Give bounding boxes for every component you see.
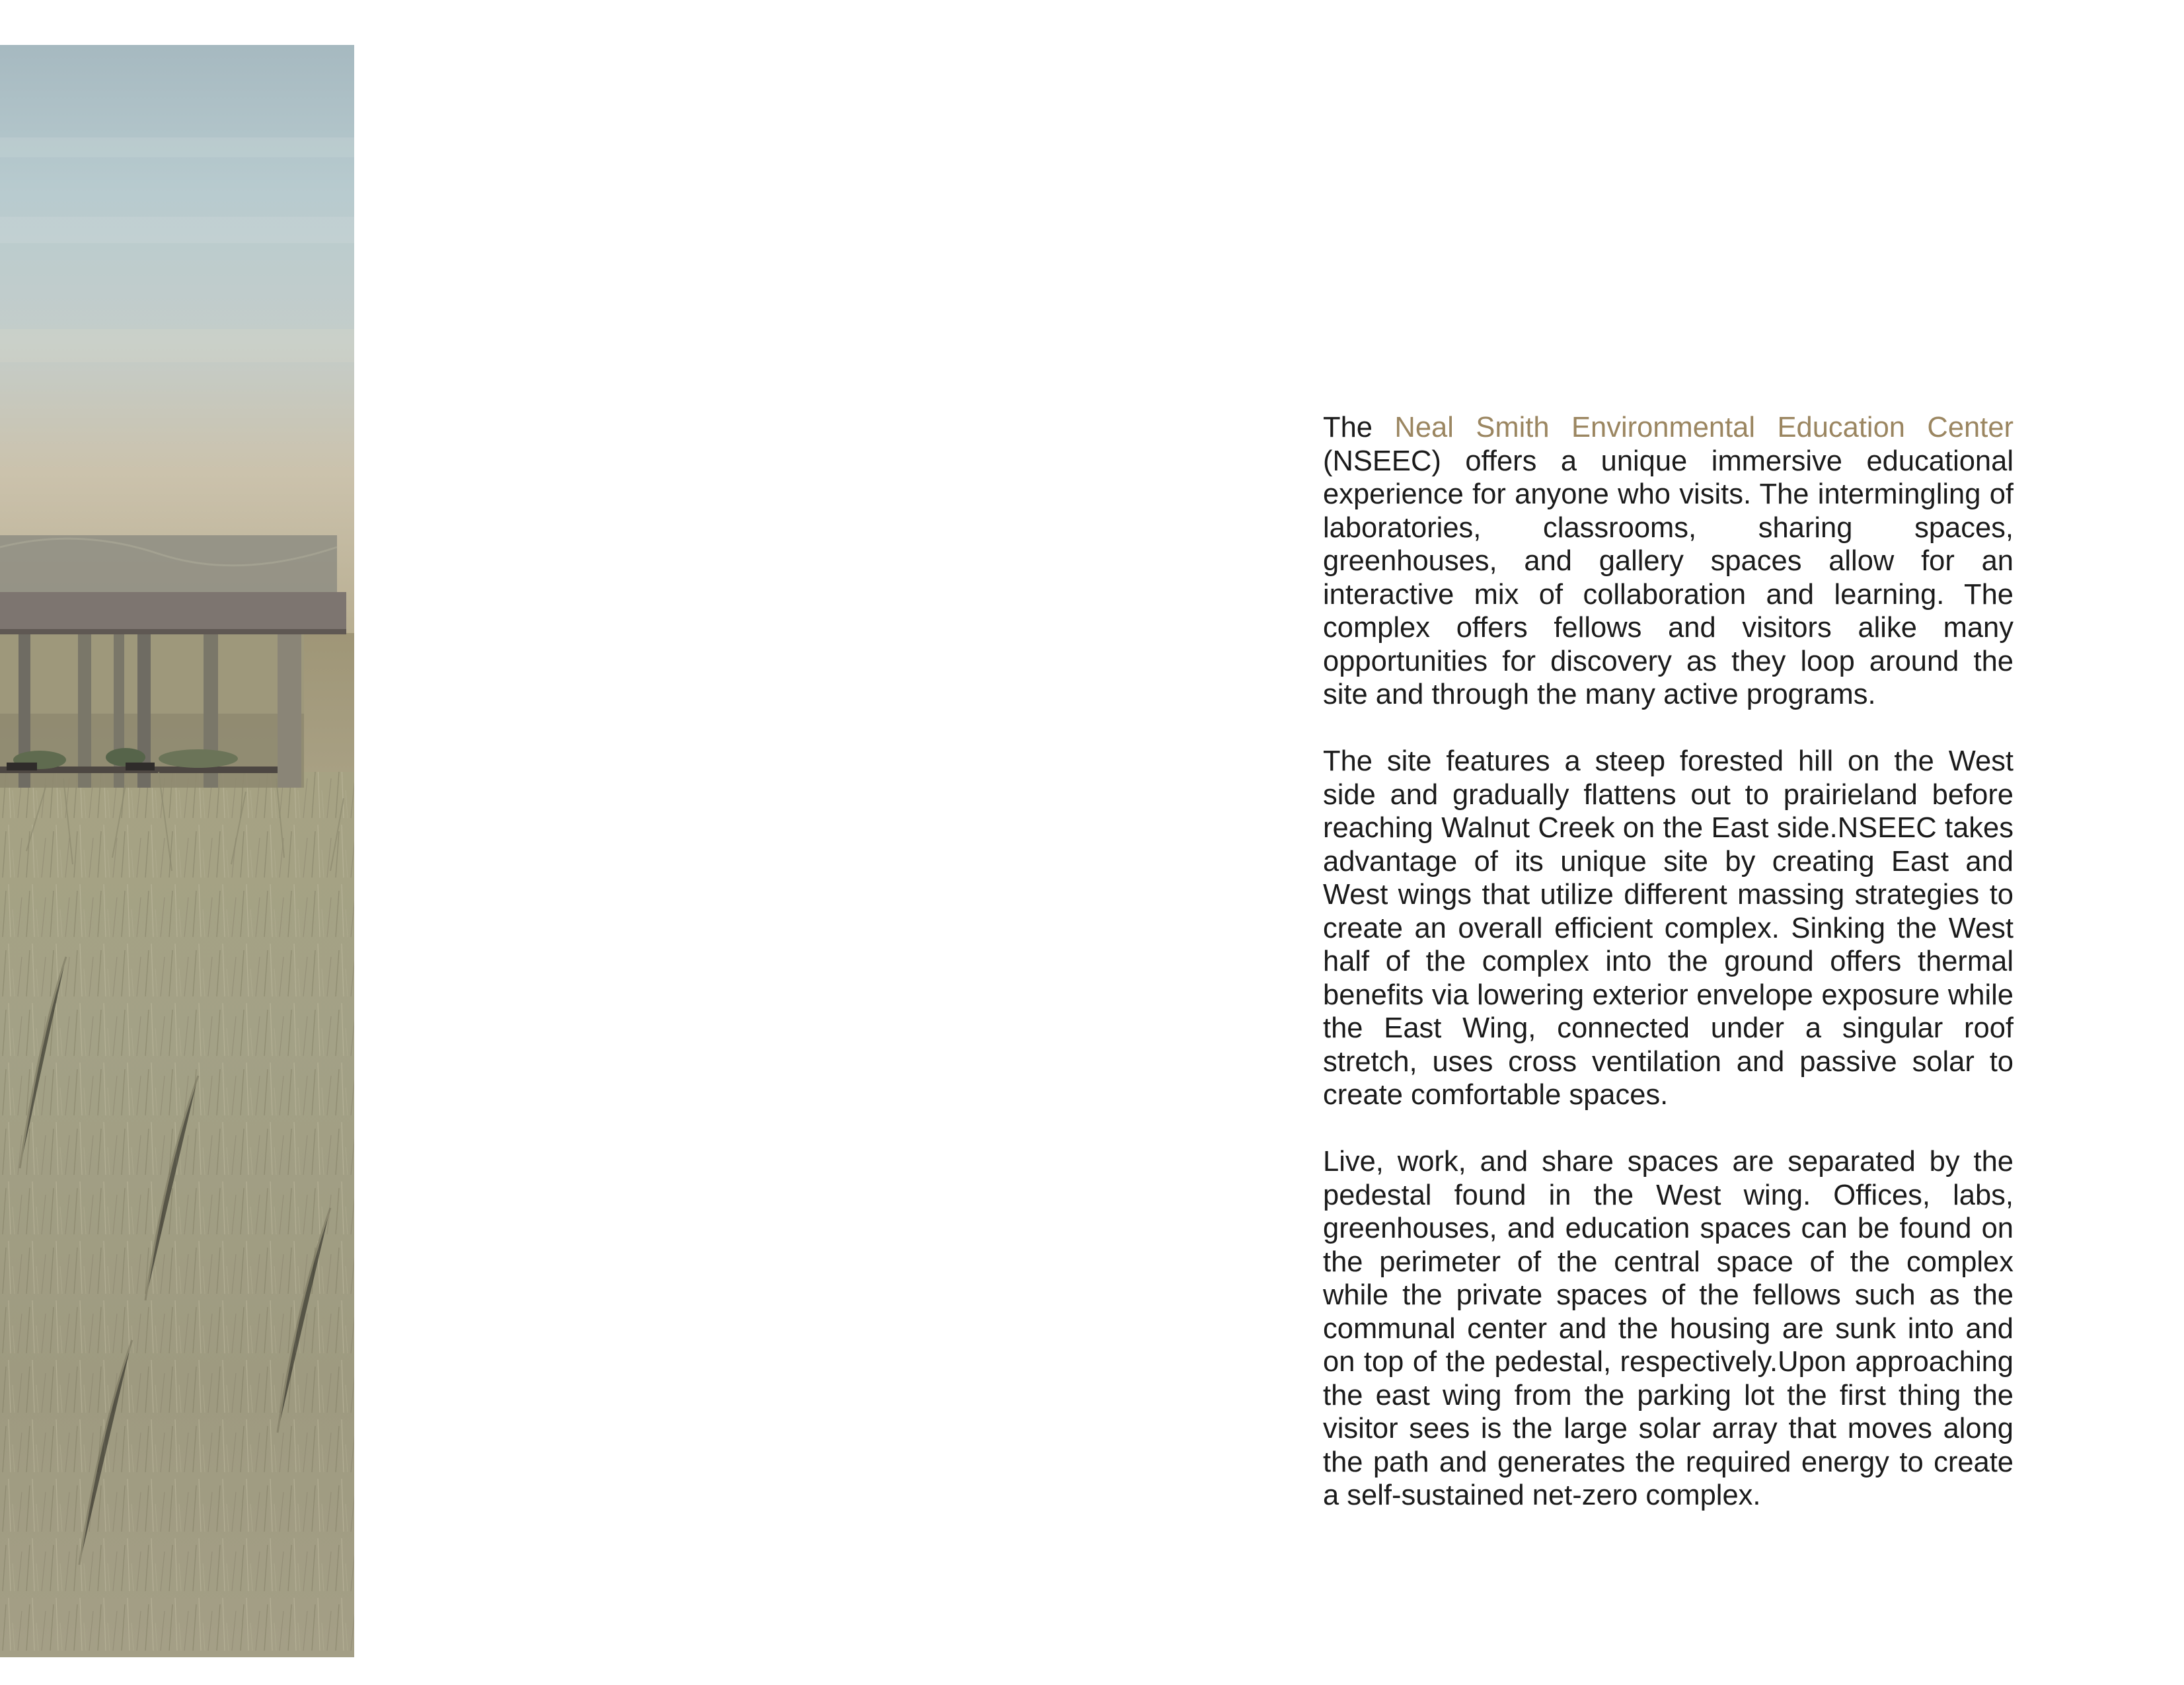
paragraph-program: Live, work, and share spaces are separated by the pedestal found in the West wing. Offices, labs, greenhouses, and education spaces can be found on the perimeter of the central space of the complex while the private spaces of the fellows such as the communal center and the housing are sunk into and on top of the pedestal, respectively.Upon approaching the east wing from the parking lot the first thing the visitor sees is the large solar array that moves along the path and generates the required energy to create a self-sustained net-zero complex. (1323, 1146, 2014, 1511)
paragraph-intro (1323, 411, 2014, 712)
architectural-rendering (0, 45, 354, 1657)
paragraph-site: The site features a steep forested hill on the West side and gradually flattens out to prairieland before reaching Walnut Creek on the East side.NSEEC takes advantage of its unique site by creating East and West wings that utilize different massing strategies to create an overall efficient complex. Sinking the West half of the complex into the ground offers thermal benefits via lowering exterior envelope exposure while the East Wing, connected under a singular roof stretch, uses cross ventilation and passive solar to create comfortable spaces. (1323, 745, 2014, 1111)
paragraph-intro-text: (NSEEC) offers a unique immersive educational experience for anyone who visits. The intermingling of laboratories, classrooms, sharing spaces, greenhouses, and gallery spaces allow for an interactive mix of collaboration and learning. The complex offers fellows and visitors alike many opportunities for discovery as they loop around the site and through the many active programs. (1323, 445, 2014, 710)
prairie-pavilion-image (0, 45, 354, 1657)
project-description (1323, 411, 2014, 1513)
paragraph-intro-lead: The (1323, 412, 1395, 443)
center-name-highlight: Neal Smith Environmental Education Center (1394, 412, 2014, 443)
